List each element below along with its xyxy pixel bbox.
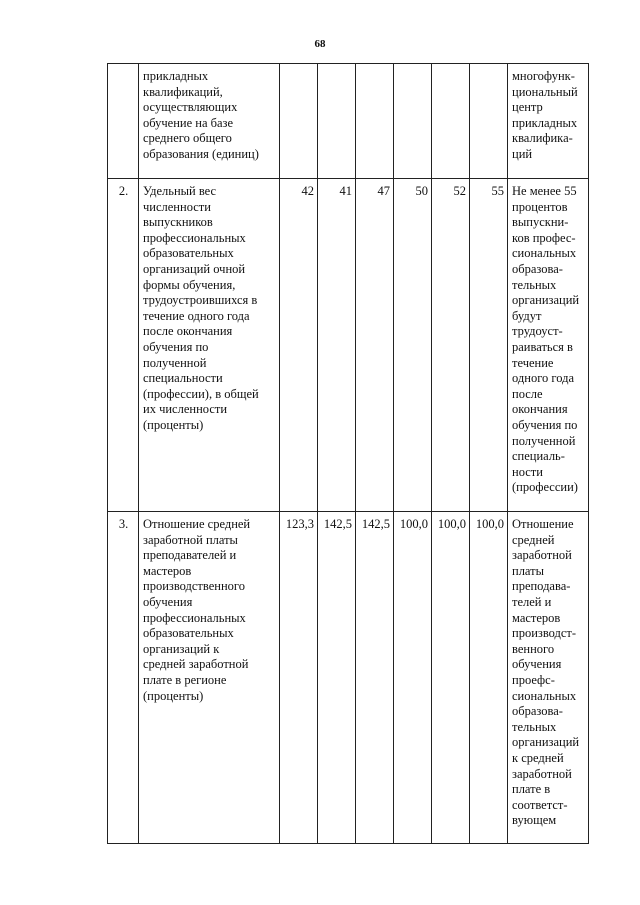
table-row — [108, 64, 589, 179]
description-line: преподавателей и — [143, 548, 237, 563]
result-line: полученной — [512, 433, 576, 448]
result-line: заработной — [512, 766, 572, 781]
description-line: организаций к — [143, 641, 220, 656]
description-line: обучения — [143, 594, 193, 609]
result-line: производст- — [512, 626, 577, 641]
description-line: после окончания — [143, 324, 233, 339]
expected-result — [508, 512, 589, 844]
result-line: преподава- — [512, 579, 571, 594]
indicators-table — [107, 63, 589, 844]
indicator-value-year-2 — [318, 64, 356, 179]
indicator-value-year-3: 142,5 — [356, 512, 394, 844]
description-line: мастеров — [143, 563, 192, 578]
result-line: окончания — [512, 402, 568, 417]
indicator-value-year-1 — [280, 64, 318, 179]
indicator-value-year-4: 100,0 — [394, 512, 432, 844]
description-line: образовательных — [143, 626, 234, 641]
indicator-value-year-4 — [394, 64, 432, 179]
result-line: проефс- — [512, 672, 555, 687]
indicator-value-year-6: 100,0 — [470, 512, 508, 844]
result-line: венного — [512, 641, 555, 656]
result-line: Отношение — [512, 517, 574, 531]
result-line: организаций — [512, 293, 580, 308]
result-line: центр — [512, 100, 543, 115]
indicator-description — [139, 512, 280, 844]
description-line: специальности — [143, 371, 223, 386]
page-number: 68 — [314, 38, 326, 50]
indicator-value-year-2: 41 — [318, 179, 356, 512]
description-line: образования (единиц) — [143, 146, 259, 161]
expected-result — [508, 179, 589, 512]
description-line: средней заработной — [143, 657, 249, 672]
result-line: течение — [512, 355, 554, 370]
indicator-value-year-2: 142,5 — [318, 512, 356, 844]
result-line: тельных — [512, 277, 557, 292]
row-number: 3. — [108, 512, 139, 844]
description-line: профессиональных — [143, 230, 246, 245]
indicator-value-year-1: 42 — [280, 179, 318, 512]
result-line: обучения — [512, 657, 562, 672]
result-line: Не менее 55 — [512, 184, 577, 198]
result-line: прикладных — [512, 115, 578, 130]
result-line: заработной — [512, 548, 572, 563]
result-line: средней — [512, 532, 555, 547]
indicator-value-year-5: 52 — [432, 179, 470, 512]
table-row — [108, 512, 589, 844]
description-line: заработной платы — [143, 532, 238, 547]
result-line: циональный — [512, 84, 578, 99]
description-line: (профессии), в общей — [143, 386, 259, 401]
indicator-value-year-5 — [432, 64, 470, 179]
description-line: формы обучения, — [143, 277, 236, 292]
description-line: Удельный вес — [143, 184, 217, 198]
table-row — [108, 179, 589, 512]
indicator-description — [139, 179, 280, 512]
result-line: трудоуст- — [512, 324, 563, 339]
indicator-value-year-3 — [356, 64, 394, 179]
description-line: их численности — [143, 402, 228, 417]
description-line: обучения по — [143, 339, 209, 354]
result-line: организаций — [512, 735, 580, 750]
result-line: образова- — [512, 704, 563, 719]
result-line: к средней — [512, 750, 564, 765]
description-line: выпускников — [143, 215, 213, 230]
result-line: сиональных — [512, 246, 577, 261]
result-line: ности — [512, 464, 543, 479]
description-line: обучение на базе — [143, 115, 234, 130]
result-line: образова- — [512, 261, 563, 276]
description-line: полученной — [143, 355, 207, 370]
result-line: одного года — [512, 371, 574, 386]
result-line: процентов — [512, 199, 568, 214]
result-line: соответст- — [512, 797, 568, 812]
description-line: организаций очной — [143, 261, 246, 276]
description-line: среднего общего — [143, 131, 232, 146]
indicator-value-year-3: 47 — [356, 179, 394, 512]
description-line: (проценты) — [143, 688, 204, 703]
expected-result — [508, 64, 589, 179]
row-number — [108, 64, 139, 179]
result-line: раиваться в — [512, 339, 573, 354]
result-line: ций — [512, 146, 533, 161]
result-line: мастеров — [512, 610, 561, 625]
result-line: после — [512, 386, 543, 401]
description-line: (проценты) — [143, 417, 204, 432]
description-line: осуществляющих — [143, 100, 238, 115]
result-line: плате в — [512, 782, 551, 797]
indicator-value-year-6: 55 — [470, 179, 508, 512]
description-line: течение одного года — [143, 308, 250, 323]
indicator-value-year-4: 50 — [394, 179, 432, 512]
description-line: Отношение средней — [143, 517, 251, 531]
indicator-value-year-6 — [470, 64, 508, 179]
result-line: квалифика- — [512, 131, 573, 146]
result-line: тельных — [512, 719, 557, 734]
indicator-value-year-1: 123,3 — [280, 512, 318, 844]
indicator-value-year-5: 100,0 — [432, 512, 470, 844]
result-line: многофунк- — [512, 69, 575, 83]
indicator-description — [139, 64, 280, 179]
description-line: образовательных — [143, 246, 234, 261]
result-line: вующем — [512, 813, 557, 828]
result-line: (профессии) — [512, 480, 578, 495]
description-line: квалификаций, — [143, 84, 223, 99]
result-line: сиональных — [512, 688, 577, 703]
result-line: телей и — [512, 594, 552, 609]
description-line: профессиональных — [143, 610, 246, 625]
result-line: платы — [512, 563, 545, 578]
description-line: трудоустроившихся в — [143, 293, 258, 308]
description-line: производственного — [143, 579, 245, 594]
result-line: специаль- — [512, 449, 565, 464]
description-line: численности — [143, 199, 211, 214]
result-line: будут — [512, 308, 542, 323]
result-line: выпускни- — [512, 215, 569, 230]
result-line: обучения по — [512, 417, 578, 432]
result-line: ков профес- — [512, 230, 576, 245]
description-line: плате в регионе — [143, 672, 227, 687]
row-number: 2. — [108, 179, 139, 512]
description-line: прикладных — [143, 69, 209, 83]
